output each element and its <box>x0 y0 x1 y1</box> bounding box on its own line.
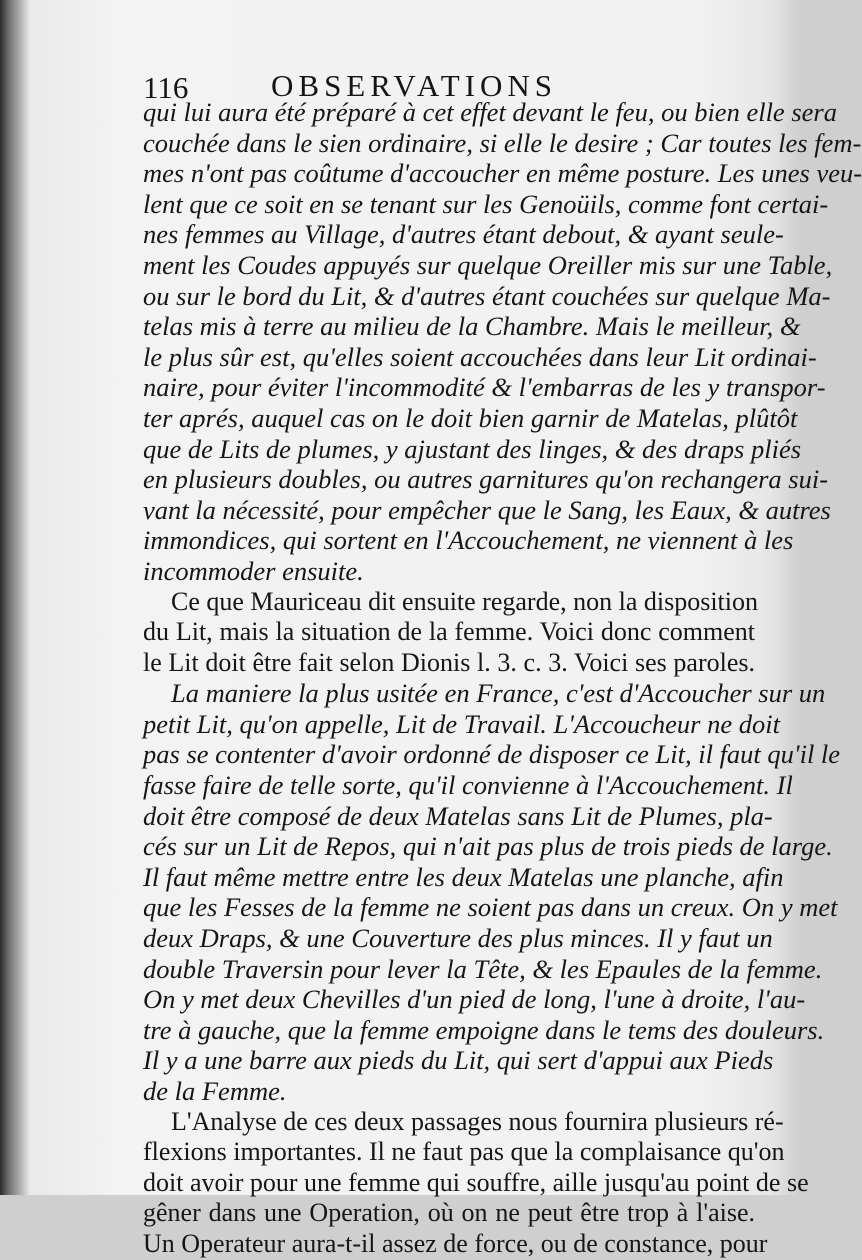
running-title: OBSERVATIONS <box>271 68 558 103</box>
text-line: naire, pour éviter l'incommodité & l'embarras de les y transpor- <box>143 372 826 403</box>
text-line: nes femmes au Village, d'autres étant debout, & ayant seule- <box>143 219 784 250</box>
text-line: en plusieurs doubles, ou autres garnitures qu'on rechangera sui- <box>143 464 829 495</box>
text-line: couchée dans le sien ordinaire, si elle le desire ; Car toutes les fem- <box>143 127 862 158</box>
text-line: ment les Coudes appuyés sur quelque Oreiller mis sur une Table, <box>143 249 833 280</box>
text-line: Il y a une barre aux pieds du Lit, qui sert d'appui aux Pieds <box>143 1045 774 1076</box>
text-line: immondices, qui sortent en l'Accouchement, ne viennent à les <box>143 525 794 556</box>
quote-paragraph-3 <box>143 678 841 1106</box>
text-line: de la Femme. <box>143 1076 287 1106</box>
text-line: ter aprés, auquel cas on le doit bien garnir de Matelas, plûtôt <box>143 402 798 433</box>
text-line: On y met deux Chevilles d'un pied de long, l'une à droite, l'au- <box>143 984 806 1015</box>
text-line: Un Operateur aura-t-il assez de force, ou de constance, pour <box>143 1228 768 1258</box>
text-line: La maniere la plus usitée en France, c'est d'Accoucher sur un <box>171 678 826 709</box>
text-line: que les Fesses de la femme ne soient pas dans un creux. On y met <box>143 892 838 923</box>
text-line: double Traversin pour lever la Tête, & les Epaules de la femme. <box>143 953 823 984</box>
text-line: gêner dans une Operation, où on ne peut être trop à l'aise. <box>143 1198 755 1228</box>
page-number: 116 <box>143 70 189 105</box>
text-line: doit être composé de deux Matelas sans Lit de Plumes, pla- <box>143 800 773 831</box>
text-line: doit avoir pour une femme qui souffre, aille jusqu'au point de se <box>143 1167 809 1197</box>
text-line: deux Draps, & une Couverture des plus minces. Il y faut un <box>143 923 773 954</box>
text-line: lent que ce soit en se tenant sur les Genoüils, comme font certai- <box>143 188 829 219</box>
text-line: pas se contenter d'avoir ordonné de disposer ce Lit, il faut qu'il le <box>143 739 841 770</box>
text-line: telas mis à terre au milieu de la Chambre. Mais le meilleur, & <box>143 311 801 342</box>
text-line: incommoder ensuite. <box>143 555 364 586</box>
text-line: qui lui aura été préparé à cet effet devant le feu, ou bien elle sera <box>143 97 837 127</box>
text-line: flexions importantes. Il ne faut pas que la complaisance qu'on <box>143 1137 785 1167</box>
text-line: vant la nécessité, pour empêcher que le Sang, les Eaux, & autres <box>143 494 831 525</box>
text-line: Il faut même mettre entre les deux Matelas une planche, afin <box>143 861 784 892</box>
text-line: tre à gauche, que la femme empoigne dans le tems des douleurs. <box>143 1014 825 1045</box>
text-line: ou sur le bord du Lit, & d'autres étant couchées sur quelque Ma- <box>143 280 831 311</box>
text-line: fasse faire de telle sorte, qu'il convienne à l'Accouchement. Il <box>143 770 793 801</box>
page-body <box>143 97 862 1260</box>
text-line: L'Analyse de ces deux passages nous fournira plusieurs ré- <box>171 1106 784 1136</box>
body-paragraph-2 <box>143 586 759 679</box>
text-line: petit Lit, qu'on appelle, Lit de Travail. L'Accoucheur ne doit <box>143 708 780 739</box>
body-paragraph-4 <box>143 1106 809 1260</box>
text-line: le plus sûr est, qu'elles soient accouchées dans leur Lit ordinai- <box>143 341 817 372</box>
text-line: mes n'ont pas coûtume d'accoucher en même posture. Les unes veu- <box>143 158 862 189</box>
quote-paragraph-1 <box>143 97 862 587</box>
text-line: que de Lits de plumes, y ajustant des linges, & des draps pliés <box>143 433 802 464</box>
text-line: cés sur un Lit de Repos, qui n'ait pas plus de trois pieds de large. <box>143 831 833 862</box>
text-line: Ce que Mauriceau dit ensuite regarde, non la disposition <box>171 586 759 616</box>
text-line: le Lit doit être fait selon Dionis l. 3. c. 3. Voici ses paroles. <box>143 647 755 677</box>
text-line: du Lit, mais la situation de la femme. Voici donc comment <box>143 617 755 647</box>
